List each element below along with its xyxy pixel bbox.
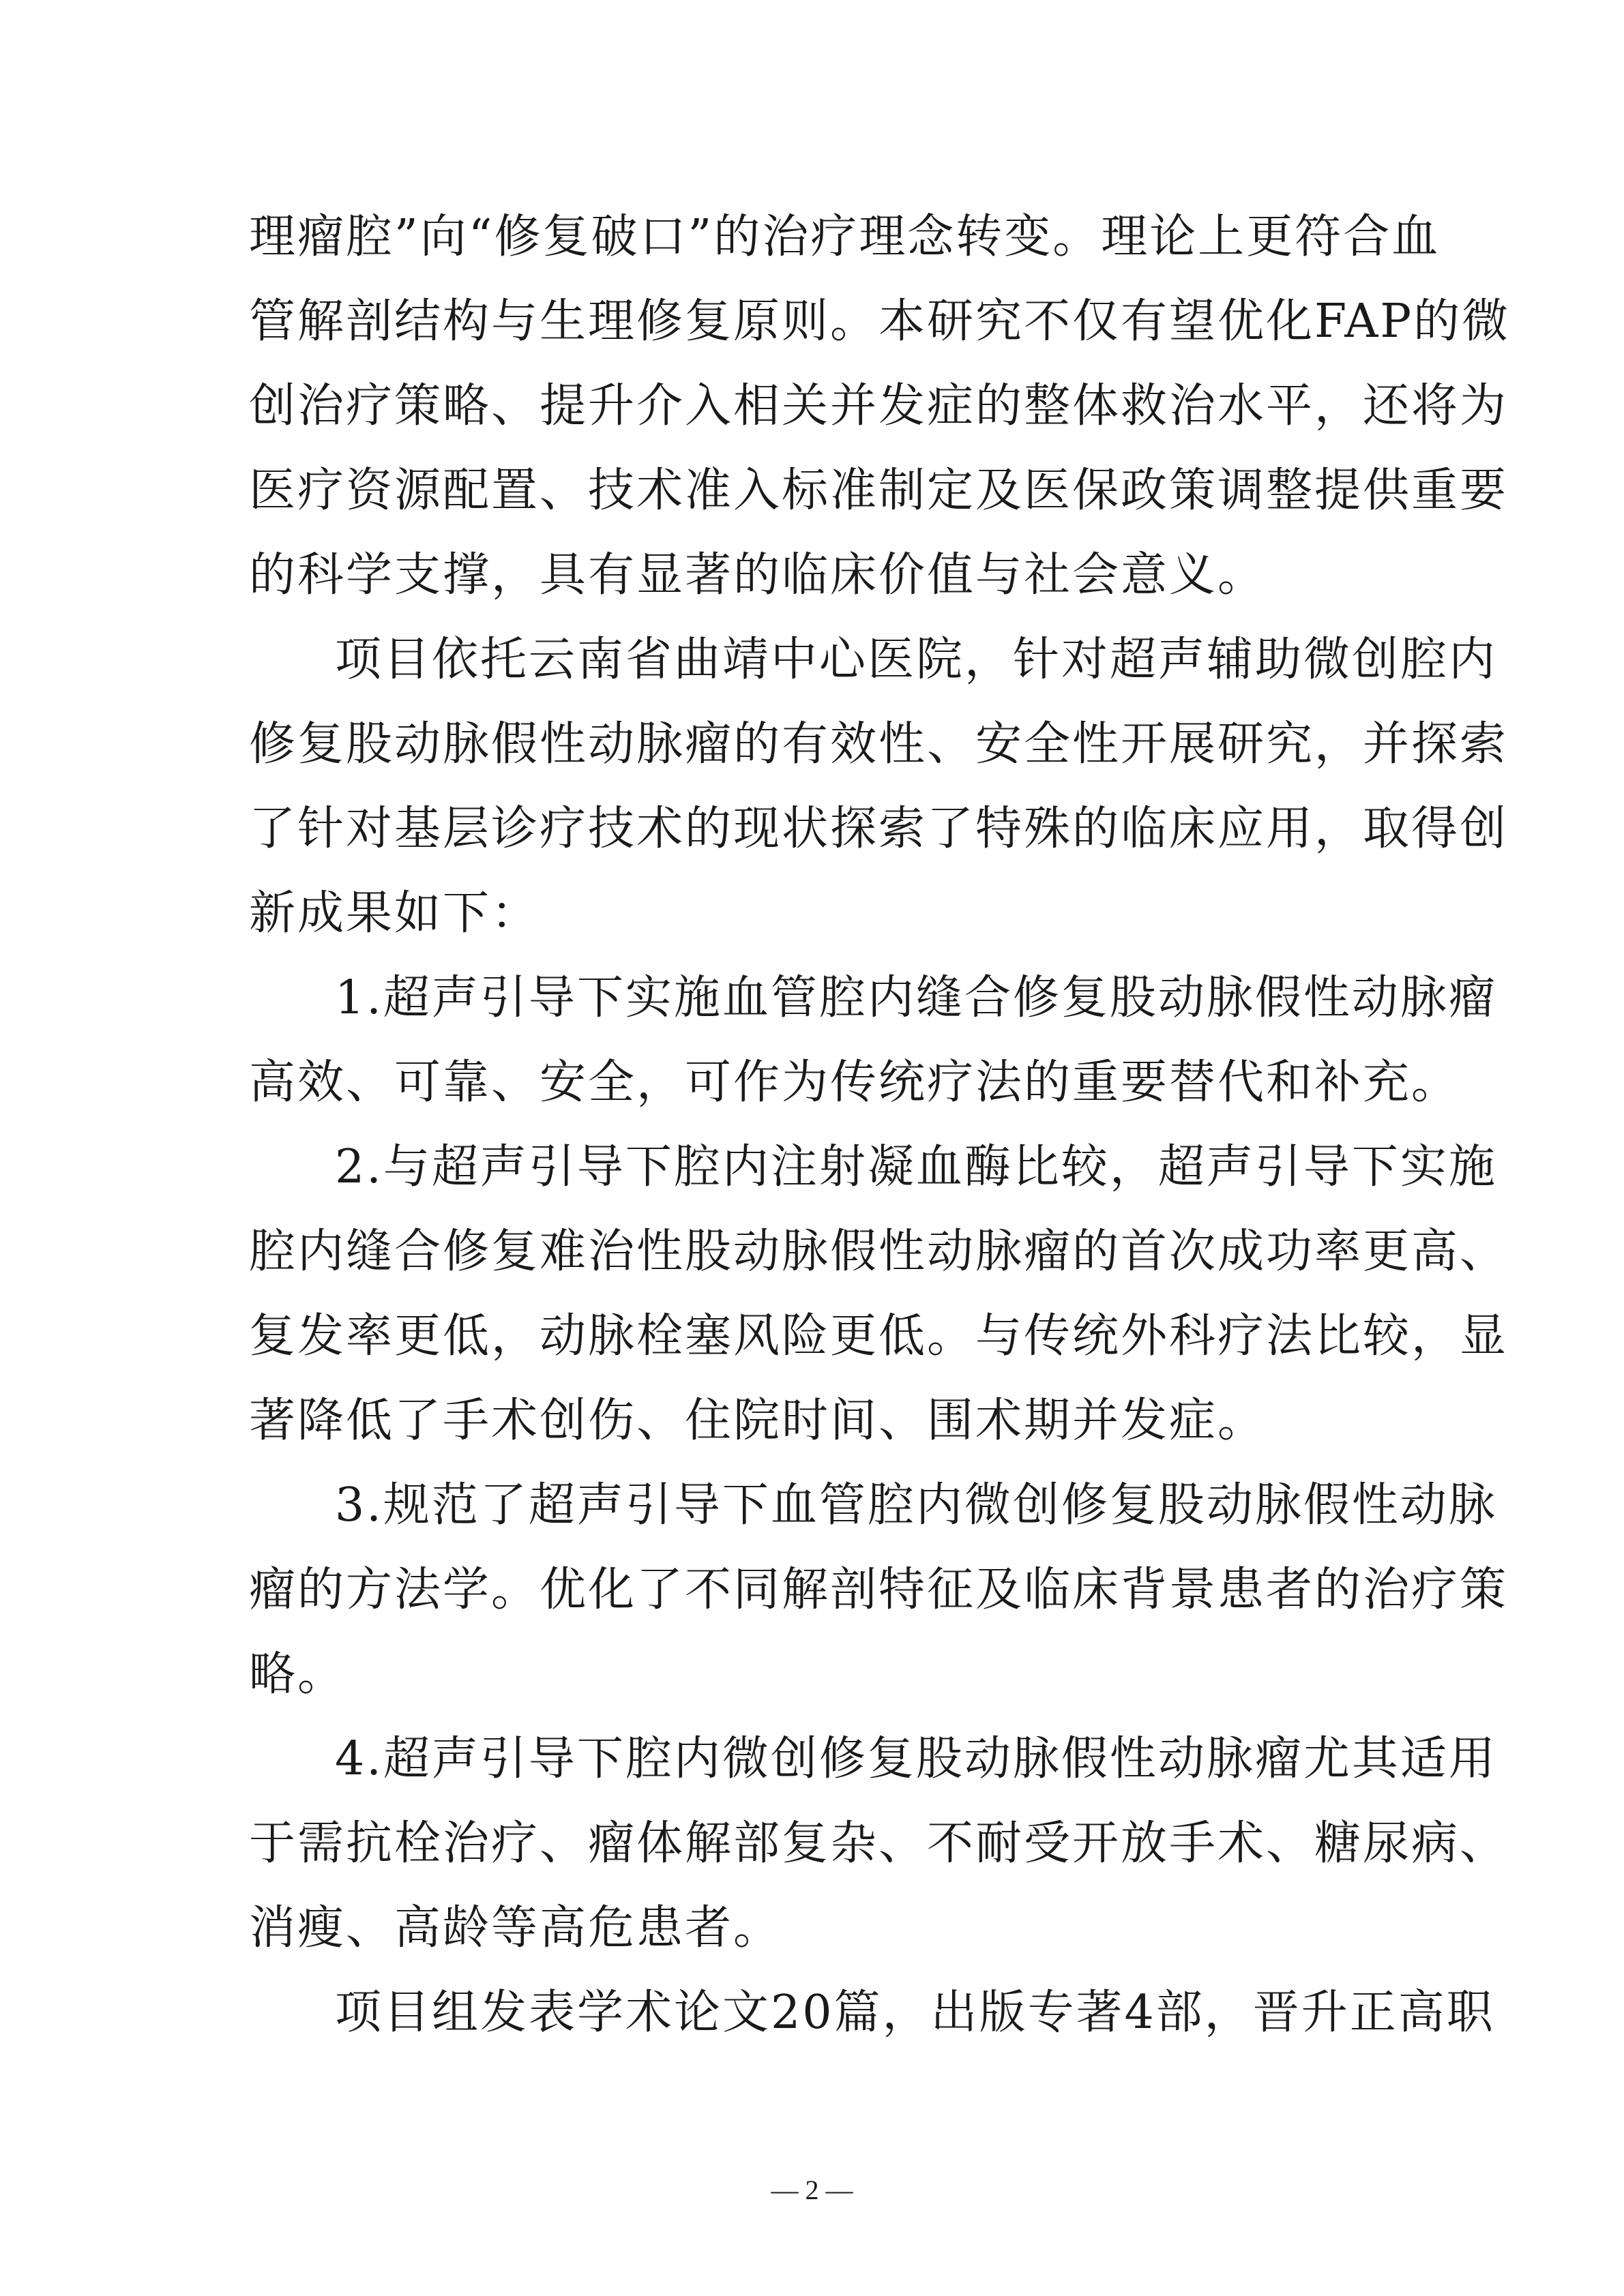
- paragraph-first-line: 项目组发表学术论文20篇，出版专著4部，晋升正高职: [335, 1986, 1495, 2040]
- text-line: 医疗资源配置、技术准入标准制定及医保政策调整提供重要: [249, 464, 1509, 518]
- text-line: 了针对基层诊疗技术的现状探索了特殊的临床应用，取得创: [249, 802, 1509, 856]
- paragraph-first-line: 1.超声引导下实施血管腔内缝合修复股动脉假性动脉瘤: [335, 971, 1497, 1025]
- page-number: — 2 —: [771, 2175, 853, 2205]
- text-line: 修复股动脉假性动脉瘤的有效性、安全性开展研究，并探索: [249, 717, 1509, 771]
- text-line: 复发率更低，动脉栓塞风险更低。与传统外科疗法比较，显: [249, 1309, 1509, 1363]
- paragraph-first-line: 4.超声引导下腔内微创修复股动脉假性动脉瘤尤其适用: [335, 1732, 1497, 1786]
- paragraph-first-line: 项目依托云南省曲靖中心医院，针对超声辅助微创腔内: [335, 633, 1498, 687]
- text-line: 消瘦、高龄等高危患者。: [249, 1901, 782, 1955]
- text-line: 著降低了手术创伤、住院时间、围术期并发症。: [249, 1394, 1267, 1448]
- text-line: 的科学支撑，具有显著的临床价值与社会意义。: [249, 548, 1267, 602]
- text-line: 新成果如下：: [249, 886, 540, 940]
- text-line: 腔内缝合修复难治性股动脉假性动脉瘤的首次成功率更高、: [249, 1225, 1509, 1279]
- text-line: 高效、可靠、安全，可作为传统疗法的重要替代和补充。: [249, 1056, 1460, 1109]
- text-line: 创治疗策略、提升介入相关并发症的整体救治水平，还将为: [249, 379, 1509, 433]
- paragraph-first-line: 2.与超声引导下腔内注射凝血酶比较，超声引导下实施: [335, 1140, 1497, 1194]
- text-line: 管解剖结构与生理修复原则。本研究不仅有望优化FAP的微: [249, 295, 1511, 348]
- text-line: 瘤的方法学。优化了不同解剖特征及临床背景患者的治疗策: [249, 1563, 1509, 1617]
- paragraph-first-line: 3.规范了超声引导下血管腔内微创修复股动脉假性动脉: [335, 1478, 1497, 1532]
- text-line: 略。: [249, 1648, 346, 1701]
- document-page: [249, 0, 1511, 2296]
- text-line: 于需抗栓治疗、瘤体解部复杂、不耐受开放手术、糖尿病、: [249, 1817, 1509, 1870]
- text-line: 理瘤腔”向“修复破口”的治疗理念转变。理论上更符合血: [249, 210, 1441, 264]
